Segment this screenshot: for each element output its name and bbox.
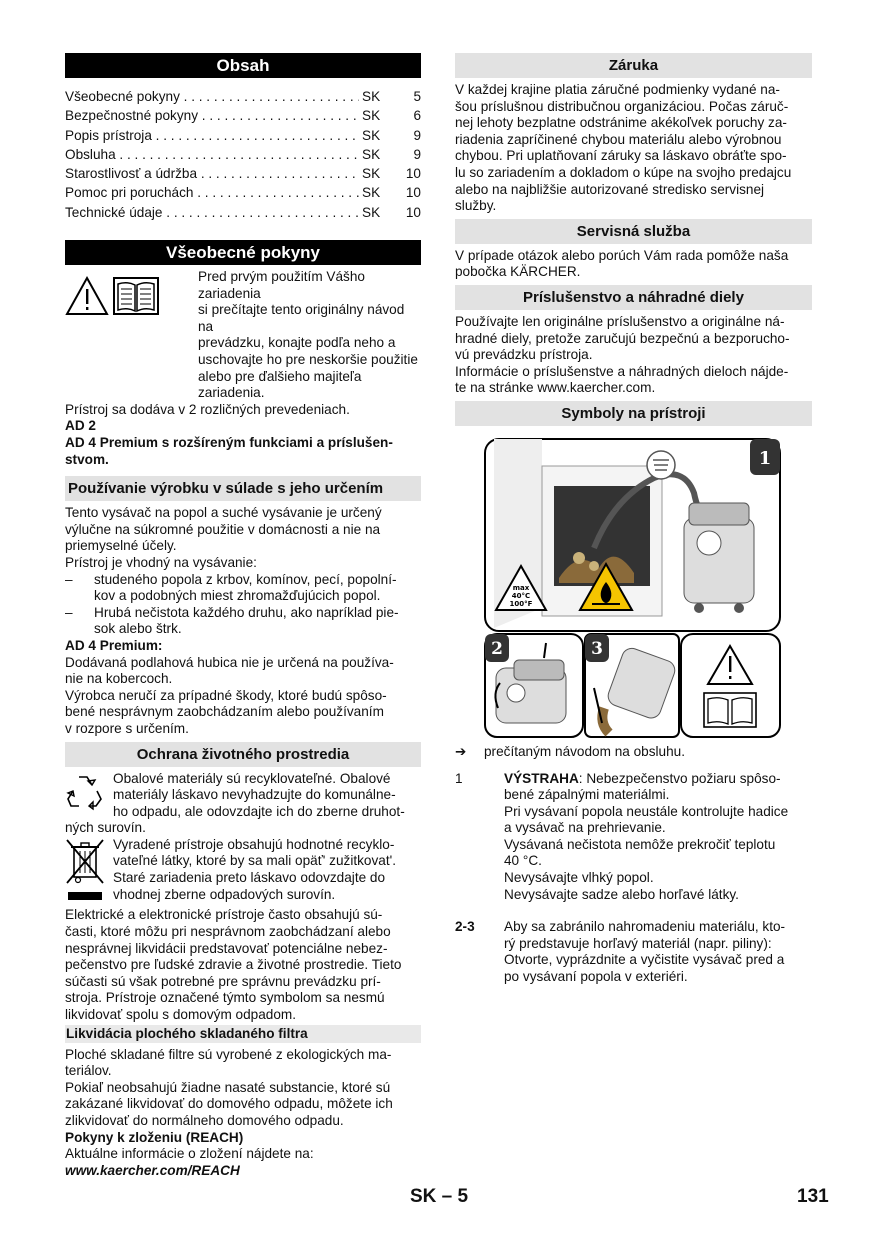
usage-heading: Používanie výrobku v súlade s jeho určením [65, 476, 421, 501]
panel-3-number: 3 [591, 638, 603, 659]
arrow-icon: ➔ [455, 743, 467, 759]
table-of-contents [65, 87, 421, 222]
panel-3-empty [585, 634, 679, 737]
versions-text: Prístroj sa dodáva v 2 rozličných prevedeniach. [65, 401, 350, 417]
toc-row[interactable] [65, 183, 421, 202]
service-heading: Servisná služba [455, 219, 812, 244]
warranty-text: V každej krajine platia záručné podmienky vydané na- šou príslušnou distribučnou organizáciou. Počas záruč- nej lehoty bezplatne odstránime akékoľvek poruchy za- riadenia zapríčinené chybou materiálu alebo výrobnou chybou. Pri uplatňovaní záruky sa láskavo obráťte spo- lu so zariadením a dokladom o kúpe na svojho predajcu alebo na najbližšie autorizované stredisko servisnej služby. [455, 82, 792, 214]
list-item: – studeného popola z krbov, komínov, pecí, popolní- kov a podobných miest zhromažďujúcich popol. [65, 571, 397, 604]
toc-heading: Obsah [65, 53, 421, 78]
panel-1-fireplace [485, 439, 780, 631]
toc-page: 6 [413, 108, 421, 124]
toc-page: 10 [405, 204, 421, 220]
general-intro [65, 269, 421, 402]
device-symbols-figure [484, 438, 781, 738]
toc-page: 9 [413, 146, 421, 162]
svg-text:100°F: 100°F [509, 599, 533, 608]
toc-lang: SK [362, 89, 381, 104]
symbol-item-2-3: 2-3 Aby sa zabránilo nahromadeniu materiálu, kto- rý predstavuje horľavý materiál (napr. piliny): Otvorte, vyprázdnite a vyčistite vysávač pred a po vysávaní popola v exteriéri. [455, 919, 786, 985]
toc-title: Obsluha . . . [65, 145, 359, 164]
toc-lang: SK [362, 185, 381, 201]
toc-row[interactable] [65, 145, 421, 164]
environment-heading: Ochrana životného prostredia [65, 742, 421, 767]
toc-lang: SK [362, 146, 381, 162]
toc-lang: SK [362, 108, 381, 124]
reach-heading: Pokyny k zloženiu (REACH) [65, 1129, 244, 1145]
general-heading: Všeobecné pokyny [65, 240, 421, 265]
crossed-bin-icon [65, 837, 113, 908]
toc-row[interactable] [65, 126, 421, 145]
reach-link[interactable]: www.kaercher.com/REACH [65, 1162, 240, 1178]
ad2-label: AD 2 [65, 418, 96, 434]
toc-row[interactable] [65, 106, 421, 125]
toc-row[interactable] [65, 203, 421, 222]
toc-page: 5 [413, 89, 421, 104]
manual-book-icon [704, 693, 756, 727]
toc-title: Všeobecné pokyny . . . [65, 87, 359, 106]
toc-lang: SK [362, 204, 381, 220]
read-manual-line: ➔ prečítaným návodom na obsluhu. [455, 743, 686, 759]
symbol-item-1: 1 VÝSTRAHA: Nebezpečenstvo požiaru spôso- bené zápalnými materiálmi. Pri vysávaní popola neustále kontrolujte hadice a vysávač na prehrievanie. Vysávaná nečistota nemôže prekročiť teplotu 40 °C. Nevysávajte vlhký popol. Nevysávajte sadze alebo horľavé látky. [455, 770, 789, 902]
svg-text:40°C: 40°C [511, 591, 531, 600]
filter-heading: Likvidácia plochého skladaného filtra [65, 1025, 421, 1043]
warranty-heading: Záruka [455, 53, 812, 78]
toc-title: Popis prístroja . . . [65, 126, 359, 145]
footer-page-number: 131 [797, 1186, 829, 1207]
right-column: Záruka V každej krajine platia záručné podmienky vydané na- šou príslušnou distribučnou organizáciou. Počas záruč- nej lehoty bezplatne odstránime akékoľvek poruchy za- riadenia zapríčinené chybou materiálu alebo výrobnou chybou. Pri uplatňovaní záruky sa láskavo obráťte spo- lu so zariadením a dokladom o kúpe na svojho predajcu alebo na najbližšie autorizované stredisko servisnej služby. Servisná služba V prípade otázok alebo porúch Vám rada pomôže naša pobočka KÄRCHER. Príslušenstvo a náhradné diely Používajte len originálne príslušenstvo a originálne ná- hradné diely, pretože zaručujú bezpečnú a bezporucho- vú prevádzku prístroja. Informácie o príslušenstve a náhradných dieloch nájde- te na stránke www.kaercher.com. Symboly na prístroji 1 max 40°C 100°F 2 3 ➔ prečítaným návodom na obsluhu. 1 VÝSTRAHA: Nebezpečenstvo požiaru spôso- bené zápalnými materiálmi. Pri vysávaní popola neustále kontrolujte hadice a vysávač na prehrievanie. Vysávaná nečistota nemôže prekročiť teplotu 40 °C. Nevysávajte vlhký popol. Nevysávajte sadze alebo horľavé látky. 2-3 Aby sa zabránilo nahromadeniu materiálu, kto- rý predstavuje horľavý materiál (napr. piliny): Otvorte, vyprázdnite a vyčistite vysávač pred a po vysávaní popola v exteriéri. [455, 53, 812, 986]
toc-title: Starostlivosť a údržba . . . [65, 164, 359, 183]
toc-page: 10 [405, 185, 421, 201]
intro-text: Pred prvým použitím Vášho zariadenia si prečítajte tento originálny návod na prevádzku, konajte podľa neho a uschovajte ho pre neskoršie použitie alebo pre ďalšieho majiteľa zariadenia. [198, 269, 418, 401]
accessories-heading: Príslušenstvo a náhradné diely [455, 285, 812, 310]
recycle-block: Obalové materiály sú recyklovateľné. Obalové materiály láskavo nevyhadzujte do komunálne- ho odpadu, ale odovzdajte ich do zberne druhot- [65, 771, 421, 821]
toc-row[interactable] [65, 87, 421, 106]
toc-title: Bezpečnostné pokyny . . . [65, 106, 359, 125]
warning-triangle-icon [67, 278, 107, 314]
toc-title: Technické údaje . . . [65, 203, 359, 222]
weee-block: Vyradené prístroje obsahujú hodnotné recyklo- vateľné látky, ktoré by sa mali opäť' zužitkovat'. Staré zariadenia preto láskavo odovzdajte do vhodnej zberne odpadových surovín. [65, 837, 421, 908]
toc-title: Pomoc pri poruchách . . . [65, 183, 359, 202]
toc-row[interactable] [65, 164, 421, 183]
toc-lang: SK [362, 127, 381, 143]
left-column: Obsah Všeobecné pokyny . . . SK 5 Bezpečnostné pokyny . . . SK 6 Popis prístroja . . . SK 9 Obsluha . . . SK 9 Starostlivosť a údržba . . . SK 10 Pomoc pri poruchách . . . SK 10 Technické údaje . . . SK 10 Všeobecné pokyny Pred prvým použitím Vášho zariadenia si prečítajte tento originálny návod na prevádzku, konajte podľa neho a uschovajte ho pre neskoršie použitie alebo pre ďalšieho majiteľa zariadenia. Prístroj sa dodáva v 2 rozličných prevedeniach. AD 2 AD 4 Premium s rozšíreným funkciami a príslušen- stvom. Používanie výrobku v súlade s jeho určením Tento vysávač na popol a suché vysávanie je určený výlučne na súkromné použitie v domácnosti a nie na priemyselné účely. Prístroj je vhodný na vysávanie: – studeného popola z krbov, komínov, pecí, popolní- kov a podobných miest zhromažďujúcich popol. – Hrubá nečistota každého druhu, ako napríklad pie- sok alebo štrk. AD 4 Premium: Dodávaná podlahová hubica nie je určená na používa- nie na kobercoch. Výrobca neručí za prípadné škody, ktoré budú spôso- bené nesprávnym zaobchádzaním alebo používaním v rozpore s určením. Ochrana životného prostredia Obalové materiály sú recyklovateľné. Obalové materiály láskavo nevyhadzujte do komunálne- ho odpadu, ale odovzdajte ich do zberne druhot- ných surovín. Vyradené prístroje obsahujú hodnotné recyklo- vateľné látky, ktoré by sa mali opäť' zužitkovat'. Staré zariadenia preto láskavo odovzdajte do vhodnej zberne odpadových surovín. Elektrické a elektronické prístroje často obsahujú sú- časti, ktoré môžu pri nesprávnom zaobchádzaní alebo nesprávnej likvidácii predstavovať potenciálne nebez- pečenstvo pre ľudské zdravie a životné prostredie. Tieto súčasti sú však potrebné pre správnu prevádzku prí- stroja. Prístroje označené týmto symbolom sa nesmú likvidovať spolu s domovým odpadom. Likvidácia plochého skladaného filtra Ploché skladané filtre sú vyrobené z ekologických ma- teriálov. Pokiaľ neobsahujú žiadne nasaté substancie, ktoré sú zakázané likvidovať do domového odpadu, môžete ich zlikvidovať do normálneho domového odpadu. Pokyny k zloženiu (REACH) Aktuálne informácie o zložení nájdete na: www.kaercher.com/REACH [65, 53, 421, 1179]
manual-book-icon [114, 278, 158, 314]
footer-section: SK – 5 [410, 1186, 469, 1207]
panel-1-number: 1 [758, 447, 772, 469]
toc-page: 9 [413, 127, 421, 143]
recycle-icon [65, 771, 113, 821]
panel-2-number: 2 [491, 638, 503, 659]
list-item: – Hrubá nečistota každého druhu, ako napríklad pie- sok alebo štrk. [65, 604, 399, 637]
toc-lang: SK [362, 166, 381, 182]
intro-icons [65, 269, 198, 402]
toc-page: 10 [405, 166, 421, 182]
symbols-heading: Symboly na prístroji [455, 401, 812, 426]
panel-4-read-manual [681, 634, 780, 737]
panel-2-open-lid [485, 634, 583, 737]
svg-text:max: max [512, 583, 530, 592]
